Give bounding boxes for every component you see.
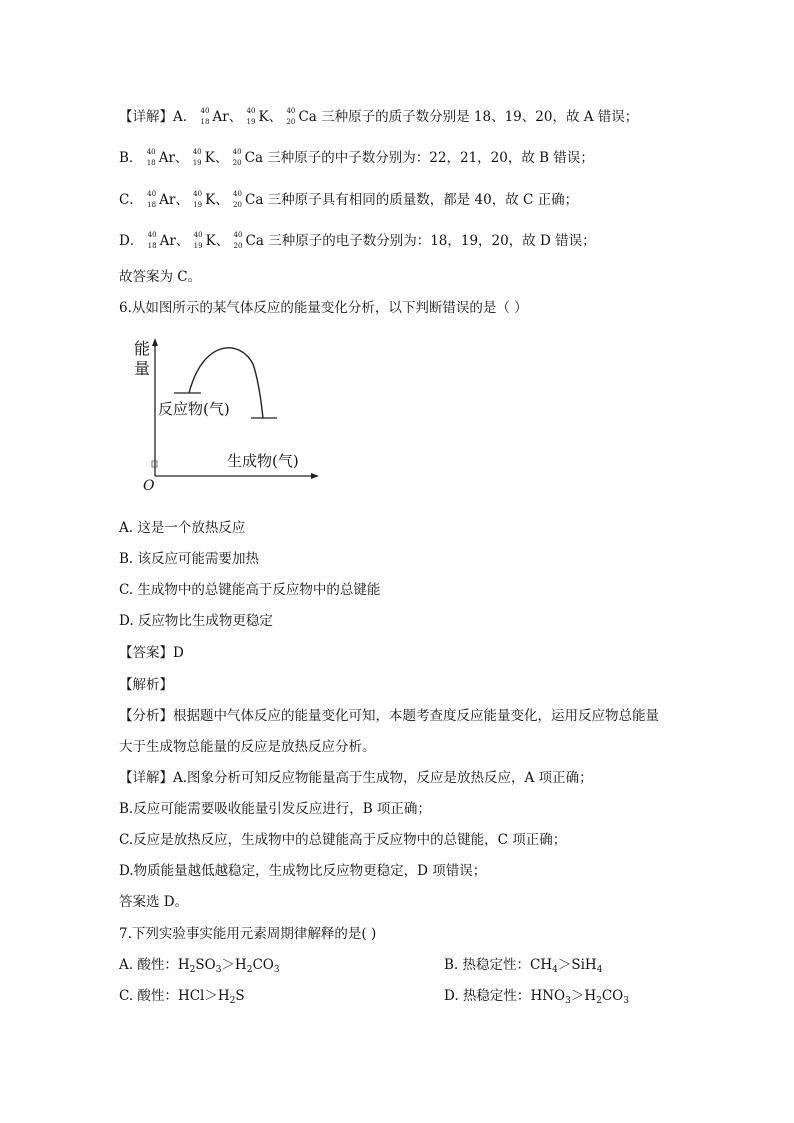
isotope-ca: 40 20 [233,190,242,209]
q6-option-d: D. 反应物比生成物更稳定 [119,613,273,629]
isotope-k: 40 19 [193,231,203,250]
option-prefix: C． [119,192,143,208]
y-label-1: 能 [134,339,151,358]
q7-stem: 7.下列实验事实能用元素周期律解释的是( ) [119,926,377,942]
q6-option-c: C. 生成物中的总键能高于反应物中的总键能 [119,582,381,598]
isotope-k: 40 19 [246,107,256,126]
isotope-ca: 40 20 [286,107,296,126]
q5-line-d: D． 40 18 Ar、 40 19 K、 40 20 Ca 三种原子的电子数分别为：18，19，20，故 D 错误； [119,231,596,250]
isotope-ar: 40 18 [147,231,157,250]
isotope-ca: 40 20 [233,231,243,250]
q7-option-b: B. 热稳定性：$CH_4>SiH_4$ [444,957,603,975]
q5-d-text: 三种原子的电子数分别为：18，19，20，故 D 错误； [268,233,596,249]
q5-c-text: 三种原子具有相同的质量数，都是 40，故 C 正确； [267,192,579,208]
q6-xiangjie-a: 【详解】A.图象分析可知反应物能量高于生成物，反应是放热反应，A 项正确； [119,770,593,786]
y-label-2: 量 [134,359,151,378]
q5-answer: 故答案为 C。 [119,269,202,285]
product-label: 生成物(气) [227,452,299,470]
option-prefix: A． [173,109,197,125]
isotope-k: 40 19 [192,148,202,167]
origin-label: O [143,478,155,494]
isotope-ar: 40 18 [146,148,156,167]
y-axis-arrow [152,338,158,346]
q5-a-text: 三种原子的质子数分别是 18、19、20，故 A 错误； [321,109,639,125]
q6-xiangjie-b: B.反应可能需要吸收能量引发反应进行，B 项正确； [119,801,431,817]
q6-option-a: A. 这是一个放热反应 [119,520,246,536]
isotope-ar: 40 18 [147,190,157,209]
q6-answer: 【答案】D [119,645,184,661]
q6-final: 答案选 D。 [119,894,189,910]
xiangjie-tag: 【详解】 [119,109,173,125]
q5-line-a: 【详解】A． 40 18 Ar、 40 19 K、 40 20 Ca 三种原子的质子数分别是 18、19、20，故 A 错误； [119,107,639,126]
option-prefix: B． [119,150,143,166]
option-prefix: D． [119,233,144,249]
isotope-ca: 40 20 [232,148,242,167]
energy-diagram [128,334,328,496]
isotope-k: 40 19 [193,190,203,209]
q6-jiexi: 【解析】 [119,677,173,693]
q6-xiangjie-d: D.物质能量越低越稳定，生成物比反应物更稳定，D 项错误； [119,863,487,879]
x-axis-arrow [311,473,319,479]
reactant-label: 反应物(气) [158,400,230,418]
q5-b-text: 三种原子的中子数分别为：22，21，20，故 B 错误； [267,150,594,166]
q5-line-b: B． 40 18 Ar、 40 19 K、 40 20 Ca 三种原子的中子数分别为：22，21，20，故 B 错误； [119,148,594,167]
q6-option-b: B. 该反应可能需要加热 [119,551,260,567]
q7-option-a: A. 酸性：$H_2SO_3>H_2CO_3$ [119,957,280,975]
q6-stem: 6.从如图所示的某气体反应的能量变化分析，以下判断错误的是（ ） [119,300,528,316]
q6-fenxi-2: 大于生成物总能量的反应是放热反应分析。 [119,739,376,755]
isotope-ar: 40 18 [200,107,210,126]
q7-option-d: D. 热稳定性：$HNO_3>H_2CO_3$ [444,988,629,1006]
q6-fenxi-1: 【分析】根据题中气体反应的能量变化可知，本题考查度反应能量变化，运用反应物总能量 [119,708,659,724]
q5-line-c: C． 40 18 Ar、 40 19 K、 40 20 Ca 三种原子具有相同的质量数，都是 40，故 C 正确； [119,190,579,209]
q7-option-c: C. 酸性：$HCl>H_2S$ [119,988,245,1006]
q6-xiangjie-c: C.反应是放热反应，生成物中的总键能高于反应物中的总键能，C 项正确； [119,832,567,848]
